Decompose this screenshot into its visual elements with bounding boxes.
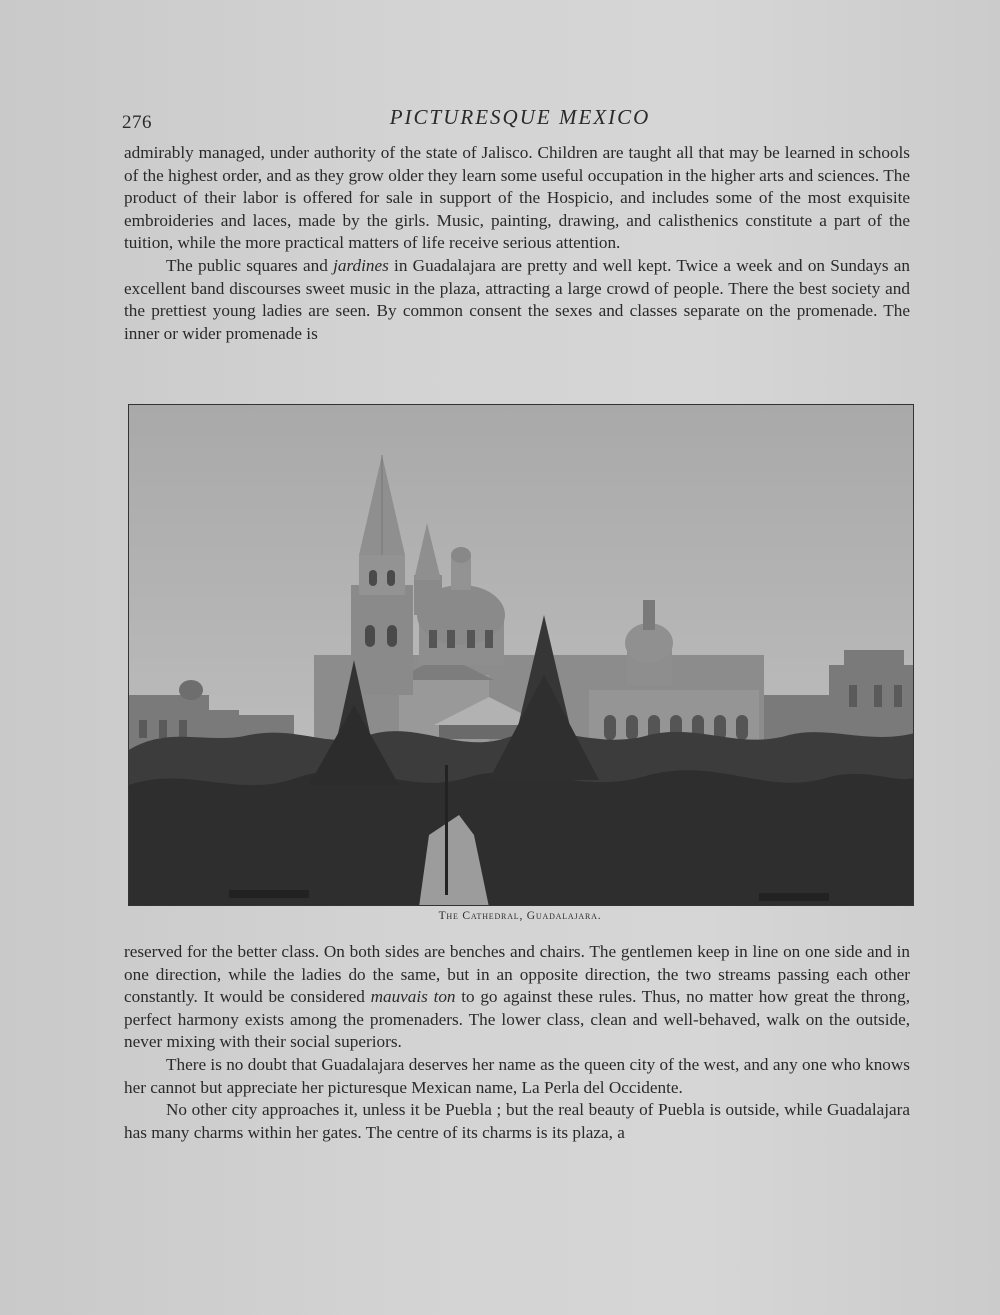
paragraph-2-italic: jardines — [333, 255, 389, 275]
figure-caption — [0, 910, 1000, 922]
top-text-block — [124, 142, 910, 345]
paragraph-5: No other city approaches it, unless it be Puebla ; but the real beauty of Puebla is outside, while Guadalajara has many charms within her gates. The centre of its charms is its plaza, a — [124, 1100, 910, 1142]
paragraph-3-italic: mauvais ton — [370, 987, 456, 1007]
caption-text: The Cathedral, Guadalajara. — [438, 910, 602, 922]
paragraph-3-before: reserved for the better class. On both sides are benches and chairs. The gentlemen keep in line on one side and in one direction, while the ladies do the same, but in an opposite direction, the two streams passing each other constantly. It would be considered — [124, 942, 910, 1007]
paragraph-3-after: to go against these rules. Thus, no matter how great the throng, perfect harmony exists among the promenaders. The lower class, clean and well-behaved, walk on the outside, never mixing with their social superiors. — [124, 987, 910, 1052]
running-title: PICTURESQUE MEXICO — [389, 105, 651, 129]
paragraph-2-before: The public squares and — [166, 255, 334, 275]
paragraph-2-after: in Guadalajara are pretty and well kept. Twice a week and on Sundays an excellent band discourses sweet music in the plaza, attracting a large crowd of people. There the best society and the prettiest young ladies are seen. By common consent the sexes and classes separate on the promenade. The inner or wider promenade is — [124, 255, 910, 343]
paragraph-1: admirably managed, under authority of the state of Jalisco. Children are taught all that may be learned in schools of the highest order, and as they grow older they learn some useful occupation in the higher arts and sciences. The product of their labor is offered for sale in support of the Hospicio, and includes some of the most exquisite embroideries and laces, made by the girls. Music, painting, drawing, and calisthenics constitute a part of the tuition, while the more practical matters of life receive serious attention. — [124, 143, 910, 253]
page-number: 276 — [122, 112, 152, 133]
paragraph-2 — [124, 255, 910, 345]
paragraph-3 — [124, 941, 910, 1054]
paragraph-4: There is no doubt that Guadalajara deserves her name as the queen city of the west, and any one who knows her cannot but appreciate her picturesque Mexican name, La Perla del Occidente. — [124, 1054, 910, 1097]
cathedral-photograph — [128, 404, 914, 906]
bottom-text-block — [124, 941, 910, 1144]
